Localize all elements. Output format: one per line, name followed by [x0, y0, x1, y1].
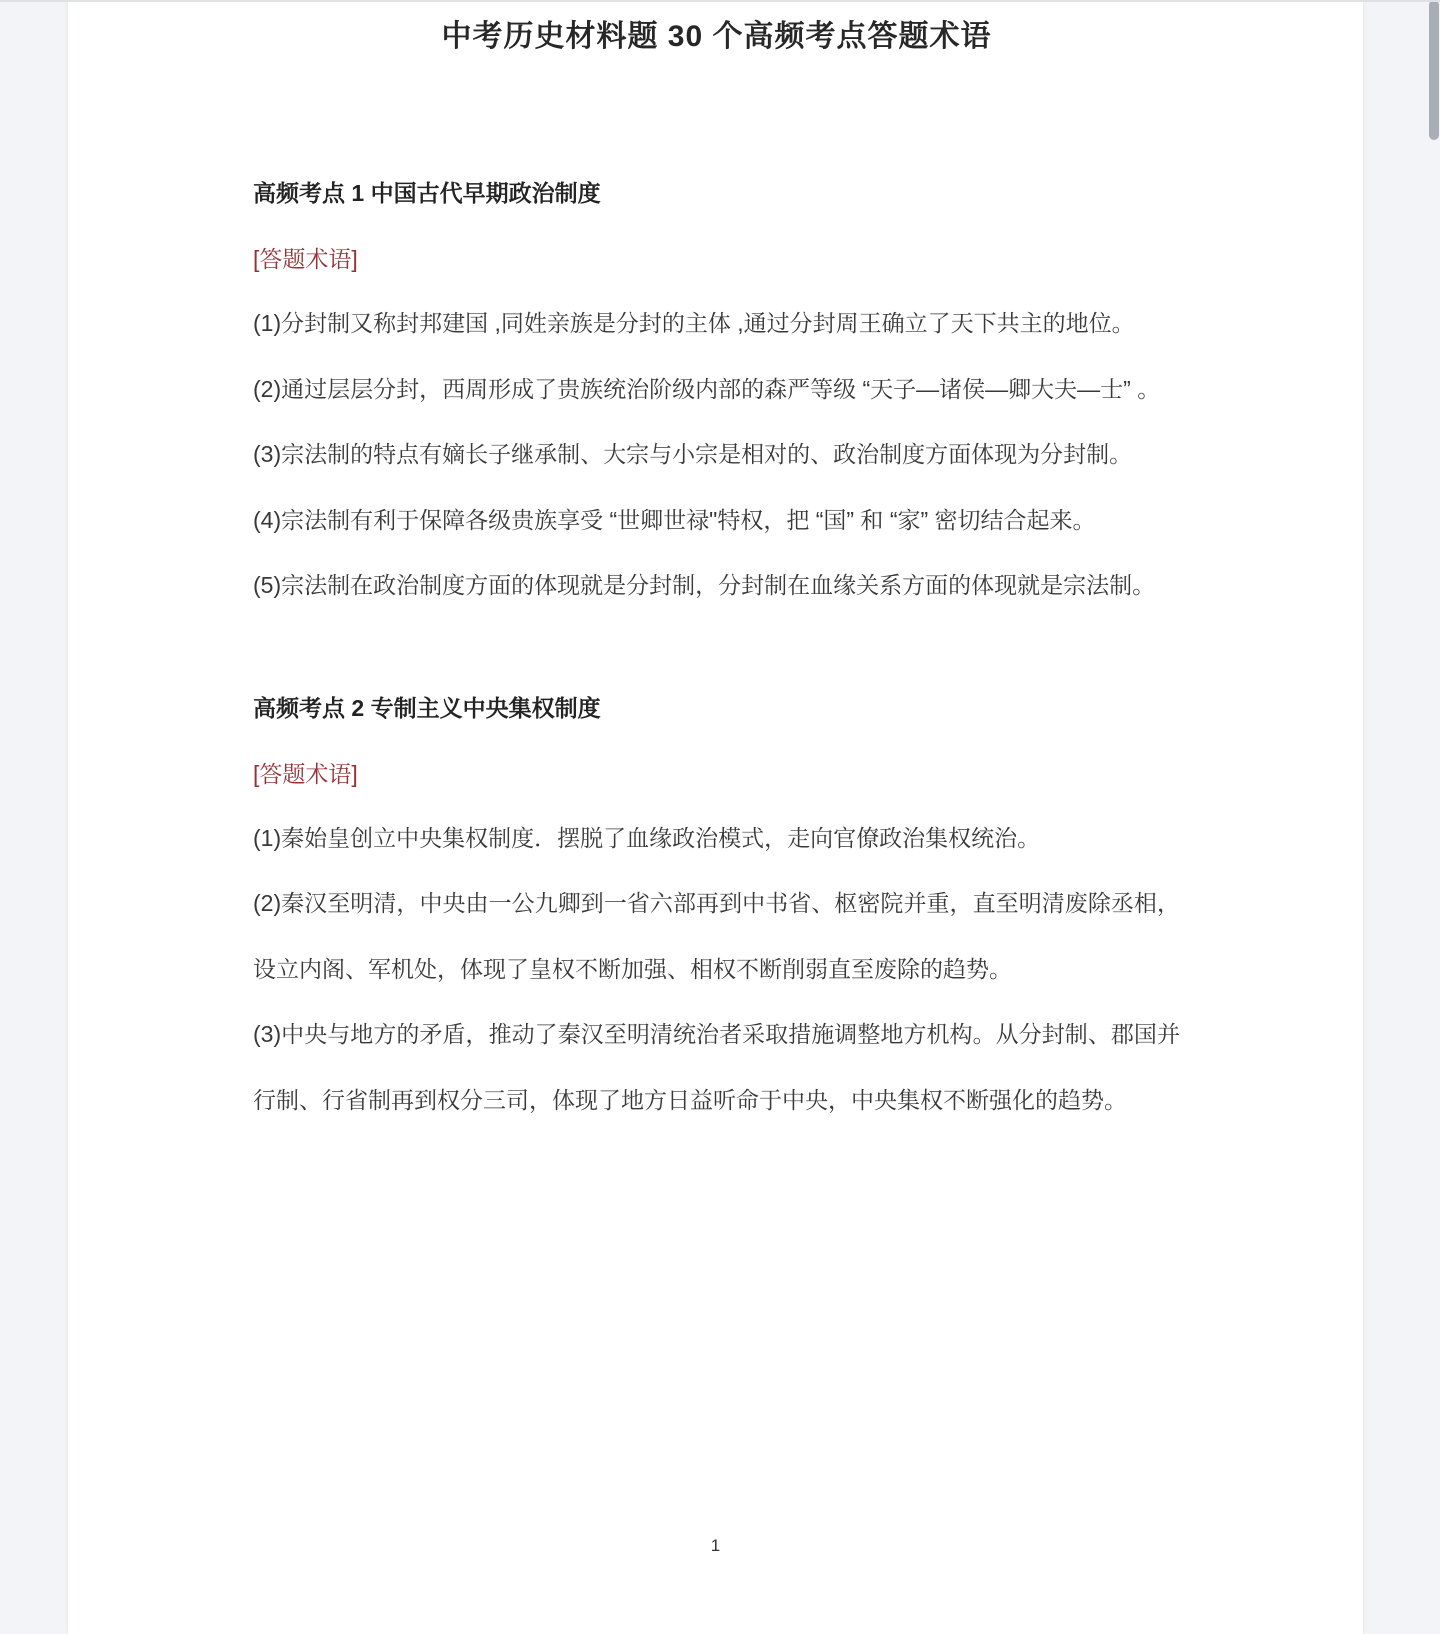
- section-1-paragraphs: [253, 291, 1180, 619]
- section-2-paragraphs: [253, 806, 1180, 1134]
- section-2-term-label: [答题术语]: [253, 760, 358, 787]
- paragraph: (2)秦汉至明清，中央由一公九卿到一省六部再到中书省、枢密院并重，直至明清废除丞相，设立内阁、军机处，体现了皇权不断加强、相权不断削弱直至废除的趋势。: [253, 890, 1180, 982]
- section-1-term-label: [答题术语]: [253, 246, 358, 272]
- paragraph: (5)宗法制在政治制度方面的体现就是分封制，分封制在血缘关系方面的体现就是宗法制。: [253, 572, 1156, 598]
- document-content: [68, 0, 1363, 1133]
- document-title: 中考历史材料题 30 个高频考点答题术语: [441, 20, 992, 53]
- section-1-heading: 高频考点 1 中国古代早期政治制度: [253, 180, 601, 206]
- page-number: 1: [710, 1536, 721, 1555]
- scrollbar-thumb[interactable]: [1429, 0, 1439, 140]
- paragraph: (2)通过层层分封，西周形成了贵族统治阶级内部的森严等级 “天子—诸侯—卿大夫—士” 。: [253, 375, 1161, 402]
- section-topic-2: [253, 693, 1180, 1134]
- viewport-top-hairline: [0, 0, 1440, 2]
- section-2-heading: 高频考点 2 专制主义中央集权制度: [253, 694, 601, 721]
- paragraph: (4)宗法制有利于保障各级贵族享受 “世卿世禄"特权，把 “国” 和 “家” 密切结合起来。: [253, 506, 1096, 533]
- document-page: [68, 0, 1363, 1634]
- paragraph: (3)中央与地方的矛盾，推动了秦汉至明清统治者采取措施调整地方机构。从分封制、郡国并行制、行省制再到权分三司，体现了地方日益听命于中央，中央集权不断强化的趋势。: [253, 1021, 1180, 1113]
- section-topic-1: [253, 178, 1180, 619]
- paragraph: (1)分封制又称封邦建国 ,同姓亲族是分封的主体 ,通过分封周王确立了天下共主的地位。: [253, 310, 1135, 336]
- paragraph: (3)宗法制的特点有嫡长子继承制、大宗与小宗是相对的、政治制度方面体现为分封制。: [253, 441, 1133, 467]
- paragraph: (1)秦始皇创立中央集权制度．摆脱了血缘政治模式，走向官僚政治集权统治。: [253, 824, 1041, 851]
- scrollbar[interactable]: [1426, 0, 1440, 1634]
